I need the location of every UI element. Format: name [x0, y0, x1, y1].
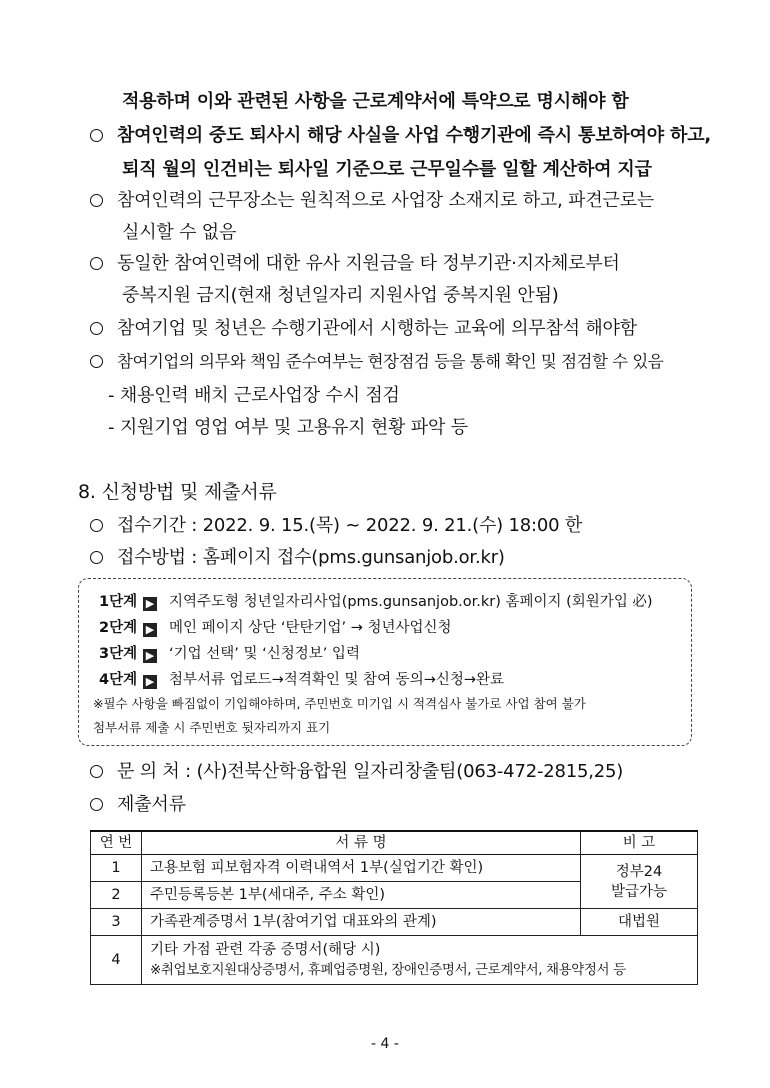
- bullet-continuation: 중복지원 금지(현재 청년일자리 지원사업 중복지원 안됨): [122, 285, 559, 306]
- section-title: 8. 신청방법 및 제출서류: [78, 481, 277, 503]
- contact-text: 문 의 처 : (사)전북산학융합원 일자리창출팀(063-472-2815,25): [117, 761, 624, 782]
- step-text: ‘기업 선택’ 및 ‘신청정보’ 입력: [169, 646, 360, 662]
- contact-line: [90, 760, 623, 784]
- bullet-continuation: 실시할 수 없음: [122, 222, 237, 243]
- step-row: [99, 670, 504, 690]
- row-name-line: 기타 가점 관련 각종 증명서(해당 시): [150, 942, 381, 958]
- row-no: 4: [91, 936, 142, 985]
- step-row: [99, 618, 452, 638]
- method-line: [90, 546, 505, 570]
- step-text: 지역주도형 청년일자리사업(pms.gunsanjob.or.kr) 홈페이지 (회원가입 必): [169, 594, 653, 610]
- arrow-right-box-icon: ▶: [143, 623, 157, 637]
- step-note: ※필수 사항을 빠짐없이 기입해야하며, 주민번호 미기입 시 적격심사 불가로 사업 참여 불가: [93, 696, 586, 711]
- circle-bullet-icon: [90, 257, 103, 270]
- step-label: 1단계: [99, 594, 138, 610]
- remark-line: 정부24: [615, 863, 663, 880]
- header-name: 서 류 명: [142, 831, 581, 855]
- circle-bullet-icon: [90, 322, 103, 335]
- arrow-right-box-icon: ▶: [143, 675, 157, 689]
- bullet-item: [90, 317, 637, 341]
- row-name: 주민등록등본 1부(세대주, 주소 확인): [142, 882, 581, 909]
- row-name: 가족관계증명서 1부(참여기업 대표와의 관계): [142, 909, 581, 936]
- step-text: 첨부서류 업로드→적격확인 및 참여 동의→신청→완료: [169, 672, 505, 688]
- table-header-row: [91, 831, 698, 855]
- period-line: [90, 514, 582, 538]
- step-row: [99, 592, 653, 612]
- circle-bullet-icon: [90, 765, 103, 778]
- remark-line: 발급가능: [610, 883, 668, 900]
- bullet-text: 동일한 참여인력에 대한 유사 지원금을 타 정부기관·지자체로부터: [117, 253, 620, 274]
- circle-bullet-icon: [90, 519, 103, 532]
- row-no: 1: [91, 855, 142, 882]
- table-row: [91, 936, 698, 985]
- arrow-right-box-icon: ▶: [143, 649, 157, 663]
- row-name-line: ※취업보호지원대상증명서, 휴폐업증명원, 장애인증명서, 근로계약서, 채용약정서 등: [150, 962, 626, 978]
- bullet-item: [90, 252, 620, 276]
- bullet-item: [90, 124, 711, 148]
- header-no: 연 번: [91, 831, 142, 855]
- dash-item: - 채용인력 배치 근로사업장 수시 점검: [108, 385, 400, 406]
- docs-heading-text: 제출서류: [117, 794, 186, 815]
- header-remark: 비 고: [581, 831, 698, 855]
- row-remark: 대법원: [581, 909, 698, 936]
- bullet-item: [90, 189, 654, 213]
- step-label: 2단계: [99, 620, 138, 636]
- period-text: 접수기간 : 2022. 9. 15.(목) ~ 2022. 9. 21.(수) 18:00 한: [117, 515, 583, 536]
- row-no: 3: [91, 909, 142, 936]
- bullet-text: 참여인력의 중도 퇴사시 해당 사실을 사업 수행기관에 즉시 통보하여야 하고,: [117, 125, 712, 146]
- step-note: 첨부서류 제출 시 주민번호 뒷자리까지 표기: [93, 720, 331, 735]
- row-name: [142, 936, 698, 985]
- circle-bullet-icon: [90, 355, 103, 368]
- docs-heading: [90, 793, 186, 817]
- method-text: 접수방법 : 홈페이지 접수(pms.gunsanjob.or.kr): [117, 547, 505, 568]
- bullet-text: 참여기업의 의무와 책임 준수여부는 현장점검 등을 통해 확인 및 점검할 수 있음: [117, 352, 664, 371]
- arrow-right-box-icon: ▶: [143, 597, 157, 611]
- row-no: 2: [91, 882, 142, 909]
- row-name: 고용보험 피보험자격 이력내역서 1부(실업기간 확인): [142, 855, 581, 882]
- application-steps-box: [78, 578, 692, 746]
- circle-bullet-icon: [90, 798, 103, 811]
- bullet-text: 참여기업 및 청년은 수행기관에서 시행하는 교육에 의무참석 해야함: [117, 318, 637, 339]
- bullet-continuation: 퇴직 월의 인건비는 퇴사일 기준으로 근무일수를 일할 계산하여 지급: [122, 159, 652, 180]
- documents-table: [90, 830, 698, 985]
- row-remark: [581, 855, 698, 909]
- circle-bullet-icon: [90, 194, 103, 207]
- page-number: - 4 -: [371, 1036, 399, 1052]
- table-row: [91, 855, 698, 882]
- step-label: 3단계: [99, 646, 138, 662]
- table-row: [91, 909, 698, 936]
- dash-item: - 지원기업 영업 여부 및 고용유지 현황 파악 등: [108, 417, 468, 438]
- bullet-text: 참여인력의 근무장소는 원칙적으로 사업장 소재지로 하고, 파견근로는: [117, 190, 655, 211]
- step-row: [99, 644, 360, 664]
- circle-bullet-icon: [90, 551, 103, 564]
- step-label: 4단계: [99, 672, 138, 688]
- intro-line: 적용하며 이와 관련된 사항을 근로계약서에 특약으로 명시해야 함: [122, 91, 629, 112]
- step-text: 메인 페이지 상단 ‘탄탄기업’ → 청년사업신청: [169, 620, 452, 636]
- circle-bullet-icon: [90, 129, 103, 142]
- bullet-item: [90, 350, 663, 374]
